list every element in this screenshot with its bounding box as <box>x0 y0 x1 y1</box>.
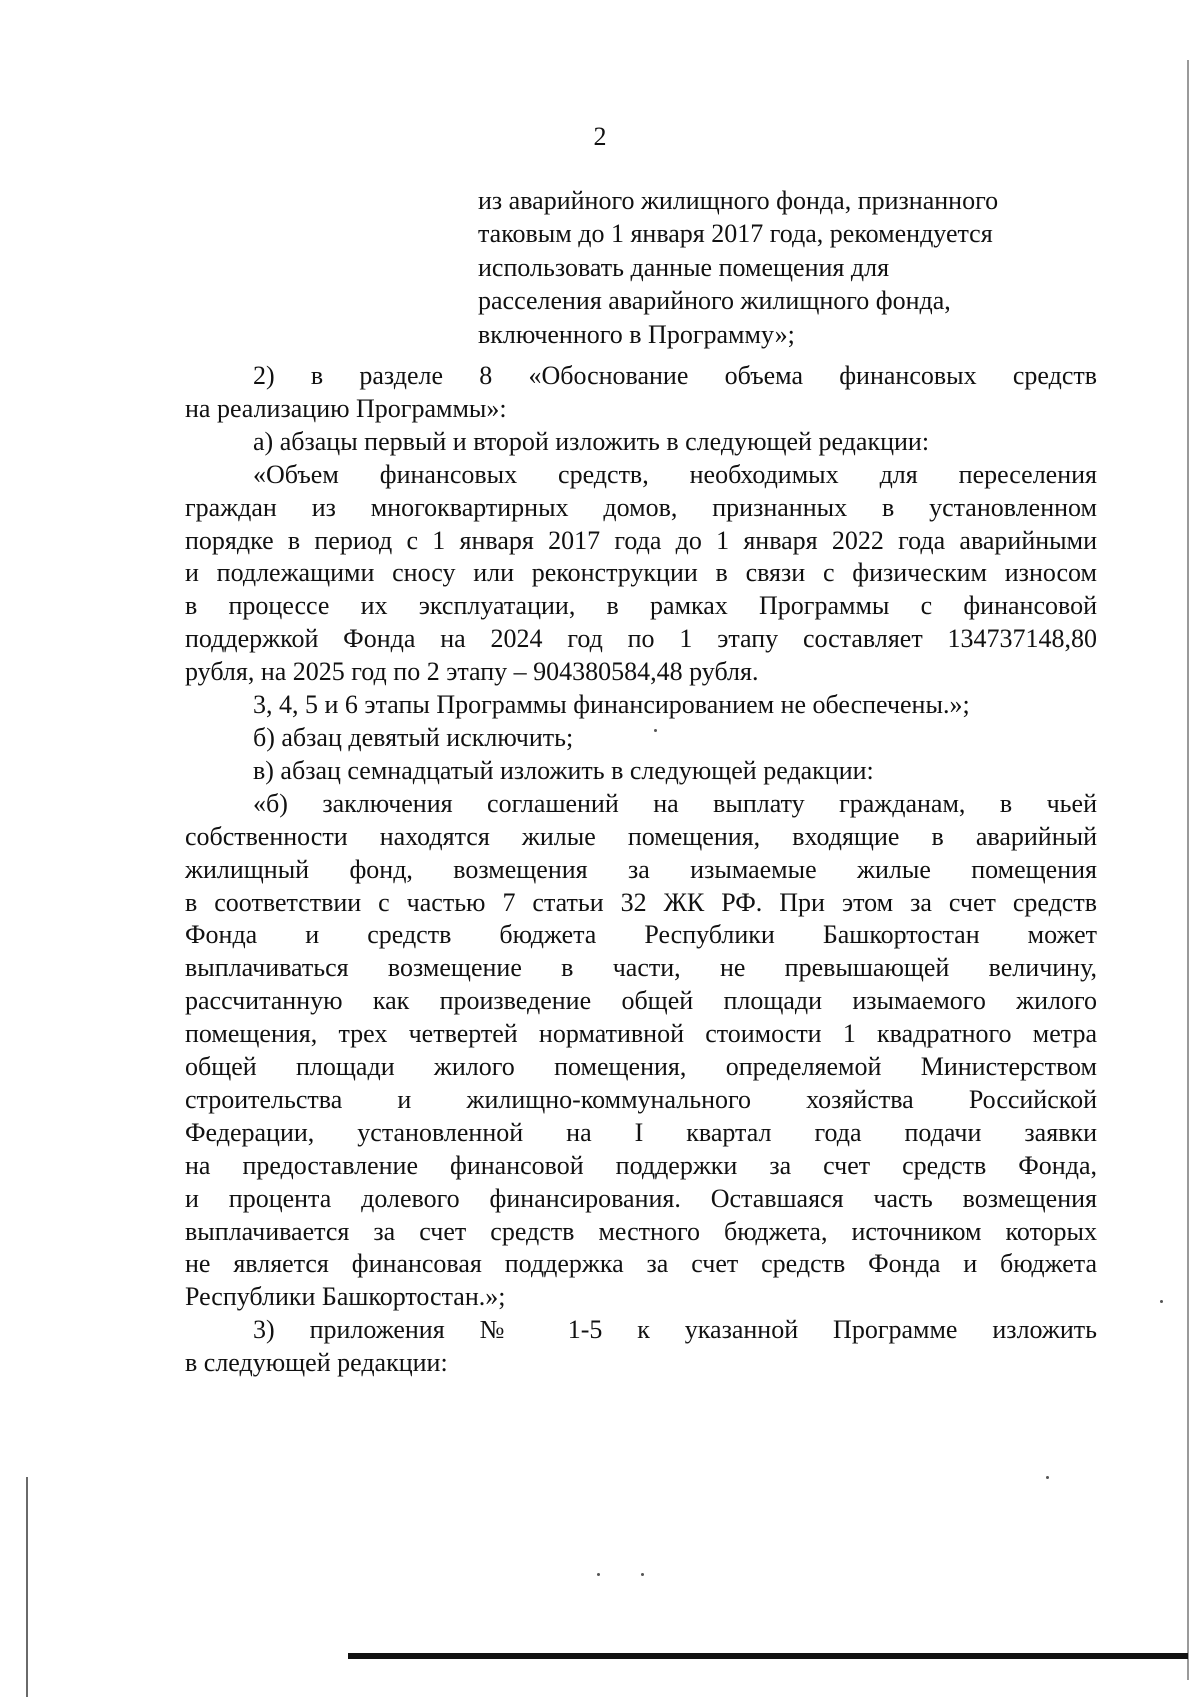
text-line: Республики Башкортостан.»; <box>185 1282 506 1312</box>
text-line: «б) заключения соглашений на выплату гражданам, в чьей <box>253 788 1097 818</box>
text-line: граждан из многоквартирных домов, признанных в установленном <box>185 492 1097 522</box>
text-line: помещения, трех четвертей нормативной стоимости 1 квадратного метра <box>185 1019 1097 1049</box>
scan-speck <box>597 1573 600 1576</box>
scan-speck <box>1160 1300 1163 1303</box>
text-line: рассчитанную как произведение общей площади изымаемого жилого <box>185 986 1097 1016</box>
text-line: в процессе их эксплуатации, в рамках Программы с финансовой <box>185 591 1097 621</box>
subitem-v: в) абзац семнадцатый изложить в следующей редакции: <box>253 755 874 785</box>
scan-edge-line-left <box>26 1477 28 1697</box>
subitem-a: а) абзацы первый и второй изложить в следующей редакции: <box>253 426 930 456</box>
text-line: и подлежащими сносу или реконструкции в связи с физическим износом <box>185 558 1097 588</box>
item-3-line: 3) приложения № 1-5 к указанной Программе изложить <box>253 1315 1097 1345</box>
scan-speck <box>654 729 657 732</box>
subitem-b: б) абзац девятый исключить; <box>253 722 574 752</box>
text-line: таковым до 1 января 2017 года, рекомендуется <box>478 219 993 249</box>
text-line: Фонда и средств бюджета Республики Башкортостан может <box>185 920 1097 950</box>
text-line: из аварийного жилищного фонда, признанного <box>478 186 999 215</box>
scan-edge-bar-bottom <box>348 1653 1188 1659</box>
document-body <box>185 360 1097 1380</box>
quote-continuation <box>478 184 1098 351</box>
text-line: на реализацию Программы»: <box>185 393 507 423</box>
text-line: общей площади жилого помещения, определяемой Министерством <box>185 1052 1097 1082</box>
text-line: выплачивается за счет средств местного бюджета, источником которых <box>185 1216 1097 1246</box>
text-line: Федерации, установленной на I квартал года подачи заявки <box>185 1117 1097 1147</box>
text-line: порядке в период с 1 января 2017 года до 1 января 2022 года аварийными <box>185 525 1097 555</box>
text-line: включенного в Программу»; <box>478 319 795 349</box>
text-line: «Объем финансовых средств, необходимых для переселения <box>253 459 1097 489</box>
text-line: в следующей редакции: <box>185 1348 448 1378</box>
text-line: не является финансовая поддержка за счет средств Фонда и бюджета <box>185 1249 1097 1279</box>
text-line: расселения аварийного жилищного фонда, <box>478 286 951 316</box>
text-line: 3, 4, 5 и 6 этапы Программы финансированием не обеспечены.»; <box>253 690 970 720</box>
page-number: 2 <box>593 122 607 151</box>
text-line: собственности находятся жилые помещения, входящие в аварийный <box>185 821 1097 851</box>
text-line: использовать данные помещения для <box>478 252 890 282</box>
text-line: и процента долевого финансирования. Оставшаяся часть возмещения <box>185 1183 1097 1213</box>
text-line: выплачиваться возмещение в части, не превышающей величину, <box>185 953 1097 983</box>
text-line: жилищный фонд, возмещения за изымаемые жилые помещения <box>185 854 1097 884</box>
scan-speck <box>1046 1476 1049 1479</box>
text-line: строительства и жилищно-коммунального хозяйства Российской <box>185 1084 1097 1114</box>
text-line: на предоставление финансовой поддержки за счет средств Фонда, <box>185 1150 1097 1180</box>
text-line: рубля, на 2025 год по 2 этапу – 904380584,48 рубля. <box>185 657 759 687</box>
item-2-heading-line: 2) в разделе 8 «Обоснование объема финансовых средств <box>253 361 1097 390</box>
scan-speck <box>641 1573 644 1576</box>
text-line: в соответствии с частью 7 статьи 32 ЖК РФ. При этом за счет средств <box>185 887 1097 917</box>
text-line: поддержкой Фонда на 2024 год по 1 этапу составляет 134737148,80 <box>185 624 1097 654</box>
scan-edge-line-right <box>1187 60 1189 1680</box>
